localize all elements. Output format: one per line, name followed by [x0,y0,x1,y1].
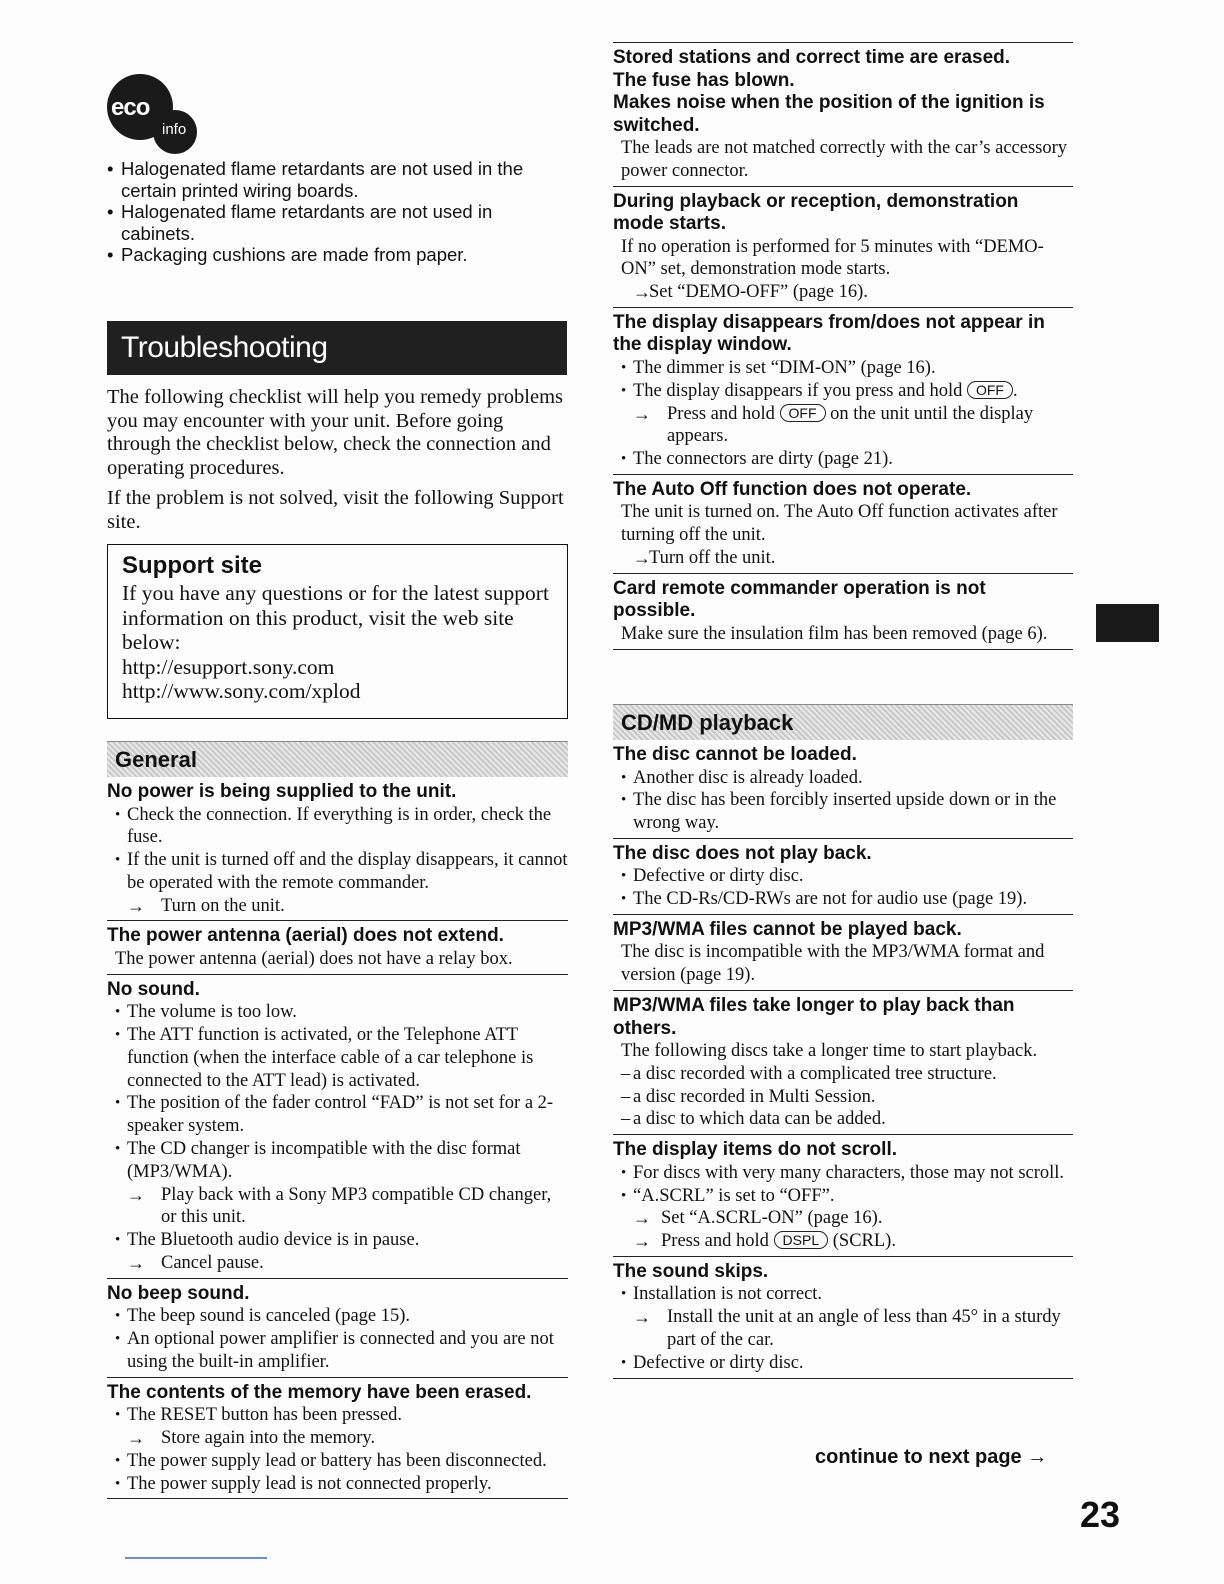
dash-item: – a disc recorded in Multi Session. [621,1086,1073,1109]
cause-bullet: • Defective or dirty disc. [621,865,1073,888]
eco-info-logo [107,74,207,154]
solution-text [107,804,568,918]
problem-heading: No power is being supplied to the unit. [107,781,457,802]
cause-bullet: • The display disappears if you press and hold OFF . [621,380,1073,403]
eco-item: • Halogenated flame retardants are not used in cabinets. [107,201,567,244]
cause-bullet: • Check the connection. If everything is in order, check the fuse. [115,804,568,850]
problem-heading: No sound. [107,978,200,1000]
cause-text: The following discs take a longer time to start playback. [621,1041,1038,1062]
off-key-icon: OFF [967,381,1013,399]
remedy-arrow: → Play back with a Sony MP3 compatible CD changer, or this unit. [115,1184,568,1230]
trouble-item [107,975,568,1279]
cause-bullet: • The dimmer is set “DIM-ON” (page 16). [621,357,1073,380]
solution-text: The power antenna (aerial) does not have a relay box. [115,948,513,969]
solution-text [613,767,1073,835]
remedy-arrow: → Turn on the unit. [115,895,568,918]
problem-heading: The fuse has blown. [613,69,795,91]
trouble-item [107,921,568,974]
cause-text: If no operation is performed for 5 minutes with “DEMO-ON” set, demonstration mode starts. [621,236,1044,280]
trouble-item [613,187,1073,308]
solution-text: The disc is incompatible with the MP3/WMA format and version (page 19). [621,942,1045,986]
general-section [107,741,568,1499]
problem-heading: The disc cannot be loaded. [613,744,857,765]
cause-bullet: • Another disc is already loaded. [621,767,1073,790]
solution-text [613,1283,1073,1374]
trouble-item [613,991,1073,1135]
off-key-icon: OFF [780,404,826,422]
problem-heading: The sound skips. [613,1260,769,1282]
cause-bullet: • The connectors are dirty (page 21). [621,448,1073,471]
right-column [613,42,1073,650]
page-number: 23 [1080,1494,1121,1535]
troubleshooting-intro-2: If the problem is not solved, visit the following Support site. [107,487,564,533]
solution-text [107,1404,568,1495]
solution-text [613,1040,1073,1131]
problem-heading: During playback or reception, demonstration mode starts. [613,190,1019,235]
trouble-item [613,1257,1073,1379]
trouble-item [613,1135,1073,1257]
cause-bullet: • An optional power amplifier is connected and you are not using the built-in amplifier. [115,1328,568,1374]
trouble-item [613,308,1073,475]
remedy-arrow: → Cancel pause. [115,1252,568,1275]
problem-heading: Makes noise when the position of the ignition is switched. [613,92,1045,136]
cause-bullet: • The ATT function is activated, or the Telephone ATT function (when the interface cable of a car telephone is connected to the ATT lead) is activated. [115,1024,568,1092]
cause-bullet: • The Bluetooth audio device is in pause. [115,1229,568,1252]
solution-text [613,501,1073,569]
problem-heading: The disc does not play back. [613,842,872,864]
problem-heading: MP3/WMA files cannot be played back. [613,918,962,940]
continue-next-page: continue to next page → [815,1446,1048,1468]
remedy-arrow [621,403,1073,449]
solution-text [613,236,1073,304]
cause-bullet: • The position of the fader control “FAD” is not set for a 2-speaker system. [115,1092,568,1138]
trouble-item [613,475,1073,574]
remedy-text: Press and hold [667,403,775,424]
problem-heading: Stored stations and correct time are erased. [613,47,1011,68]
remedy-arrow: → Install the unit at an angle of less than 45° in a sturdy part of the car. [621,1306,1073,1352]
troubleshooting-heading: Troubleshooting [107,321,567,375]
remedy-arrow: → Set “A.SCRL-ON” (page 16). [621,1207,1073,1230]
eco-item: • Packaging cushions are made from paper. [107,244,567,266]
trouble-item [613,915,1073,991]
cdmd-section [613,704,1073,1379]
eco-item: • Halogenated flame retardants are not used in the certain printed wiring boards. [107,158,567,201]
cause-text: The unit is turned on. The Auto Off function activates after turning off the unit. [621,502,1058,546]
cause-bullet: • The power supply lead is not connected properly. [115,1473,568,1496]
troubleshooting-intro: The following checklist will help you remedy problems you may encounter with your unit. Before going through the checklist below, check the connection and operating procedures. [107,386,564,479]
remedy-arrow: → Set “DEMO-OFF” (page 16). [621,281,1073,304]
support-site-text: If you have any questions or for the latest support information on this product, visit the web site below: [122,581,549,654]
solution-text [107,1305,568,1373]
trouble-item [613,839,1073,915]
remedy-arrow [621,1230,1073,1253]
remedy-arrow: → Turn off the unit. [621,547,1073,570]
problem-heading: MP3/WMA files take longer to play back than others. [613,995,1015,1039]
cause-bullet: • The CD changer is incompatible with the disc format (MP3/WMA). [115,1138,568,1184]
cause-bullet: • The power supply lead or battery has been disconnected. [115,1450,568,1473]
trouble-item [107,1378,568,1500]
cause-bullet: • The CD-Rs/CD-RWs are not for audio use (page 19). [621,888,1073,911]
trouble-item [107,777,568,921]
solution-text [107,1001,568,1275]
problem-heading: The contents of the memory have been erased. [107,1381,532,1403]
cause-bullet: • The disc has been forcibly inserted upside down or in the wrong way. [621,789,1073,835]
solution-text [613,1162,1073,1253]
cause-bullet: • The beep sound is canceled (page 15). [115,1305,568,1328]
problem-heading: The power antenna (aerial) does not extend. [107,925,504,947]
support-site-box [107,544,568,719]
trouble-item [613,574,1073,650]
solution-text [613,865,1073,911]
cause-bullet: • Installation is not correct. [621,1283,1073,1306]
bottom-rule [125,1557,267,1559]
support-url-link[interactable]: http://esupport.sony.com [122,654,335,679]
cause-bullet: • If the unit is turned off and the display disappears, it cannot be operated with the remote commander. [115,849,568,895]
problem-heading: Card remote commander operation is not possible. [613,577,986,622]
cause-bullet: • The volume is too low. [115,1001,568,1024]
remedy-text: Press and hold [661,1231,769,1252]
remedy-arrow: → Store again into the memory. [115,1427,568,1450]
dspl-key-icon: DSPL [774,1231,829,1249]
support-site-title: Support site [122,552,263,579]
dash-item: – a disc to which data can be added. [621,1108,1073,1131]
eco-info-list [107,158,567,266]
general-heading: General [107,741,568,777]
solution-text: Make sure the insulation film has been removed (page 6). [621,623,1048,644]
remedy-text: (SCRL). [832,1231,896,1252]
cause-text: The display disappears if you press and hold [633,380,963,401]
dash-item: – a disc recorded with a complicated tree structure. [621,1063,1073,1086]
cause-bullet: • “A.SCRL” is set to “OFF”. [621,1185,1073,1208]
eco-logo-text: eco [111,94,150,121]
remedy-text: on the unit until the display appears. [667,403,1034,447]
cause-bullet: • The RESET button has been pressed. [115,1404,568,1427]
cdmd-heading: CD/MD playback [613,704,1073,740]
problem-heading: The display disappears from/does not appear in the display window. [613,311,1045,356]
solution-text: The leads are not matched correctly with the car’s accessory power connector. [621,138,1068,181]
support-site-body [122,581,557,704]
trouble-item [613,42,1073,187]
support-url-link[interactable]: http://www.sony.com/xplod [122,679,361,703]
section-tab-marker [1096,604,1159,642]
solution-text [613,357,1073,471]
cause-bullet: • For discs with very many characters, those may not scroll. [621,1162,1073,1185]
trouble-item [107,1279,568,1378]
info-logo-text: info [162,121,187,138]
cause-bullet: • Defective or dirty disc. [621,1352,1073,1375]
trouble-item [613,740,1073,839]
problem-heading: The Auto Off function does not operate. [613,478,972,500]
problem-heading: No beep sound. [107,1282,250,1304]
problem-heading: The display items do not scroll. [613,1139,897,1161]
